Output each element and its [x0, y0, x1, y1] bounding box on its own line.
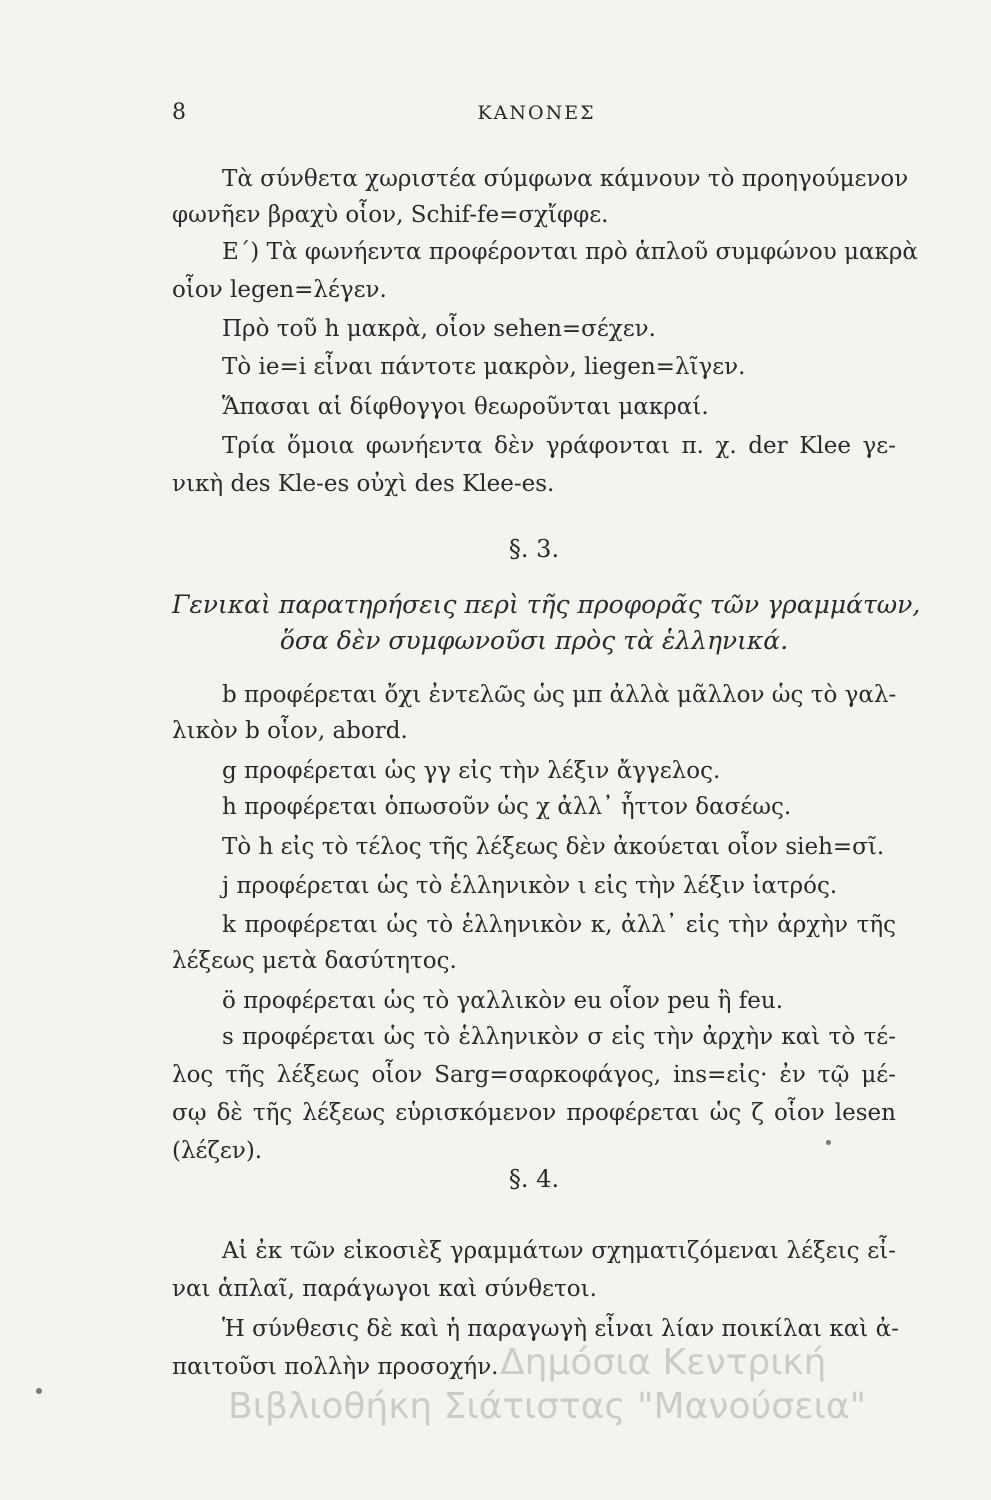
- text-line: Τὰ σύνθετα χωριστέα σύμφωνα κάμνουν τὸ προηγούμενον: [222, 166, 909, 192]
- section-heading: ὅσα δὲν συμφωνοῦσι πρὸς τὰ ἑλληνικά.: [279, 626, 789, 655]
- paper-speck: [826, 1140, 831, 1145]
- text-line: νικὴ des Kle-es οὐχὶ des Klee-es.: [172, 471, 555, 497]
- text-line: ö προφέρεται ὡς τὸ γαλλικὸν eu οἷον peu ἢ feu.: [222, 988, 784, 1014]
- text-line: k προφέρεται ὡς τὸ ἑλληνικὸν κ, ἀλλ᾽ εἰς τὴν ἀρχὴν τῆς: [222, 912, 896, 938]
- section-heading: Γενικαὶ παρατηρήσεις περὶ τῆς προφορᾶς τῶν γραμμάτων,: [172, 590, 921, 619]
- text-line: s προφέρεται ὡς τὸ ἑλληνικὸν σ εἰς τὴν ἀρχὴν καὶ τὸ τέ-: [222, 1024, 896, 1050]
- text-line: Τὸ h εἰς τὸ τέλος τῆς λέξεως δὲν ἀκούεται οἷον sieh=σῖ.: [222, 834, 885, 860]
- text-line: j προφέρεται ὡς τὸ ἑλληνικὸν ι εἰς τὴν λέξιν ἰατρός.: [222, 873, 838, 899]
- text-line: Ἡ σύνθεσις δὲ καὶ ἡ παραγωγὴ εἶναι λίαν ποικίλαι καὶ ἀ-: [222, 1316, 899, 1342]
- page-number: 8: [172, 100, 186, 125]
- text-line: (λέζεν).: [172, 1138, 263, 1164]
- text-line: παιτοῦσι πολλὴν προσοχήν.: [172, 1354, 499, 1380]
- page-header: [172, 100, 901, 130]
- paper-speck: [36, 1388, 42, 1394]
- text-line: Τὸ ie=i εἶναι πάντοτε μακρὸν, liegen=λῖγεν.: [222, 354, 746, 380]
- text-line: σῳ δὲ τῆς λέξεως εὑρισκόμενον προφέρεται ὡς ζ οἷον lesen: [172, 1100, 896, 1126]
- text-line: Ἅπασαι αἱ δίφθογγοι θεωροῦνται μακραί.: [222, 394, 709, 420]
- watermark-line: Δημόσια Κεντρική: [500, 1342, 827, 1383]
- text-line: Τρία ὅμοια φωνήεντα δὲν γράφονται π. χ. der Klee γε-: [222, 433, 896, 459]
- text-line: λικὸν b οἷον, abord.: [172, 718, 408, 744]
- text-line: b προφέρεται ὄχι ἐντελῶς ὡς μπ ἀλλὰ μᾶλλον ὡς τὸ γαλ-: [222, 682, 897, 708]
- section-number: §. 4.: [508, 1165, 560, 1193]
- text-line: ναι ἁπλαῖ, παράγωγοι καὶ σύνθετοι.: [172, 1276, 597, 1302]
- text-line: οἷον legen=λέγεν.: [172, 277, 387, 303]
- watermark-line: Βιβλιοθήκη Σιάτιστας "Μανούσεια": [228, 1386, 867, 1427]
- text-line: h προφέρεται ὁπωσοῦν ὡς χ ἀλλ᾽ ἧττον δασέως.: [222, 794, 792, 820]
- text-line: λος τῆς λέξεως οἷον Sarg=σαρκοφάγος, ins=εἰς· ἐν τῷ μέ-: [172, 1062, 896, 1088]
- running-title: ΚΑΝΟΝΕΣ: [477, 102, 596, 124]
- text-line: g προφέρεται ὡς γγ εἰς τὴν λέξιν ἄγγελος.: [222, 758, 721, 784]
- text-line: Αἱ ἐκ τῶν εἰκοσιὲξ γραμμάτων σχηματιζόμεναι λέξεις εἶ-: [222, 1238, 896, 1264]
- text-line: λέξεως μετὰ δασύτητος.: [172, 948, 457, 974]
- text-line: Ε΄) Τὰ φωνήεντα προφέρονται πρὸ ἁπλοῦ συμφώνου μακρὰ: [222, 239, 918, 265]
- section-number: §. 3.: [508, 535, 560, 563]
- text-line: φωνῆεν βραχὺ οἷον, Schif-fe=σχἴφφε.: [172, 202, 609, 228]
- text-line: Πρὸ τοῦ h μακρὰ, οἷον sehen=σέχεν.: [222, 316, 656, 342]
